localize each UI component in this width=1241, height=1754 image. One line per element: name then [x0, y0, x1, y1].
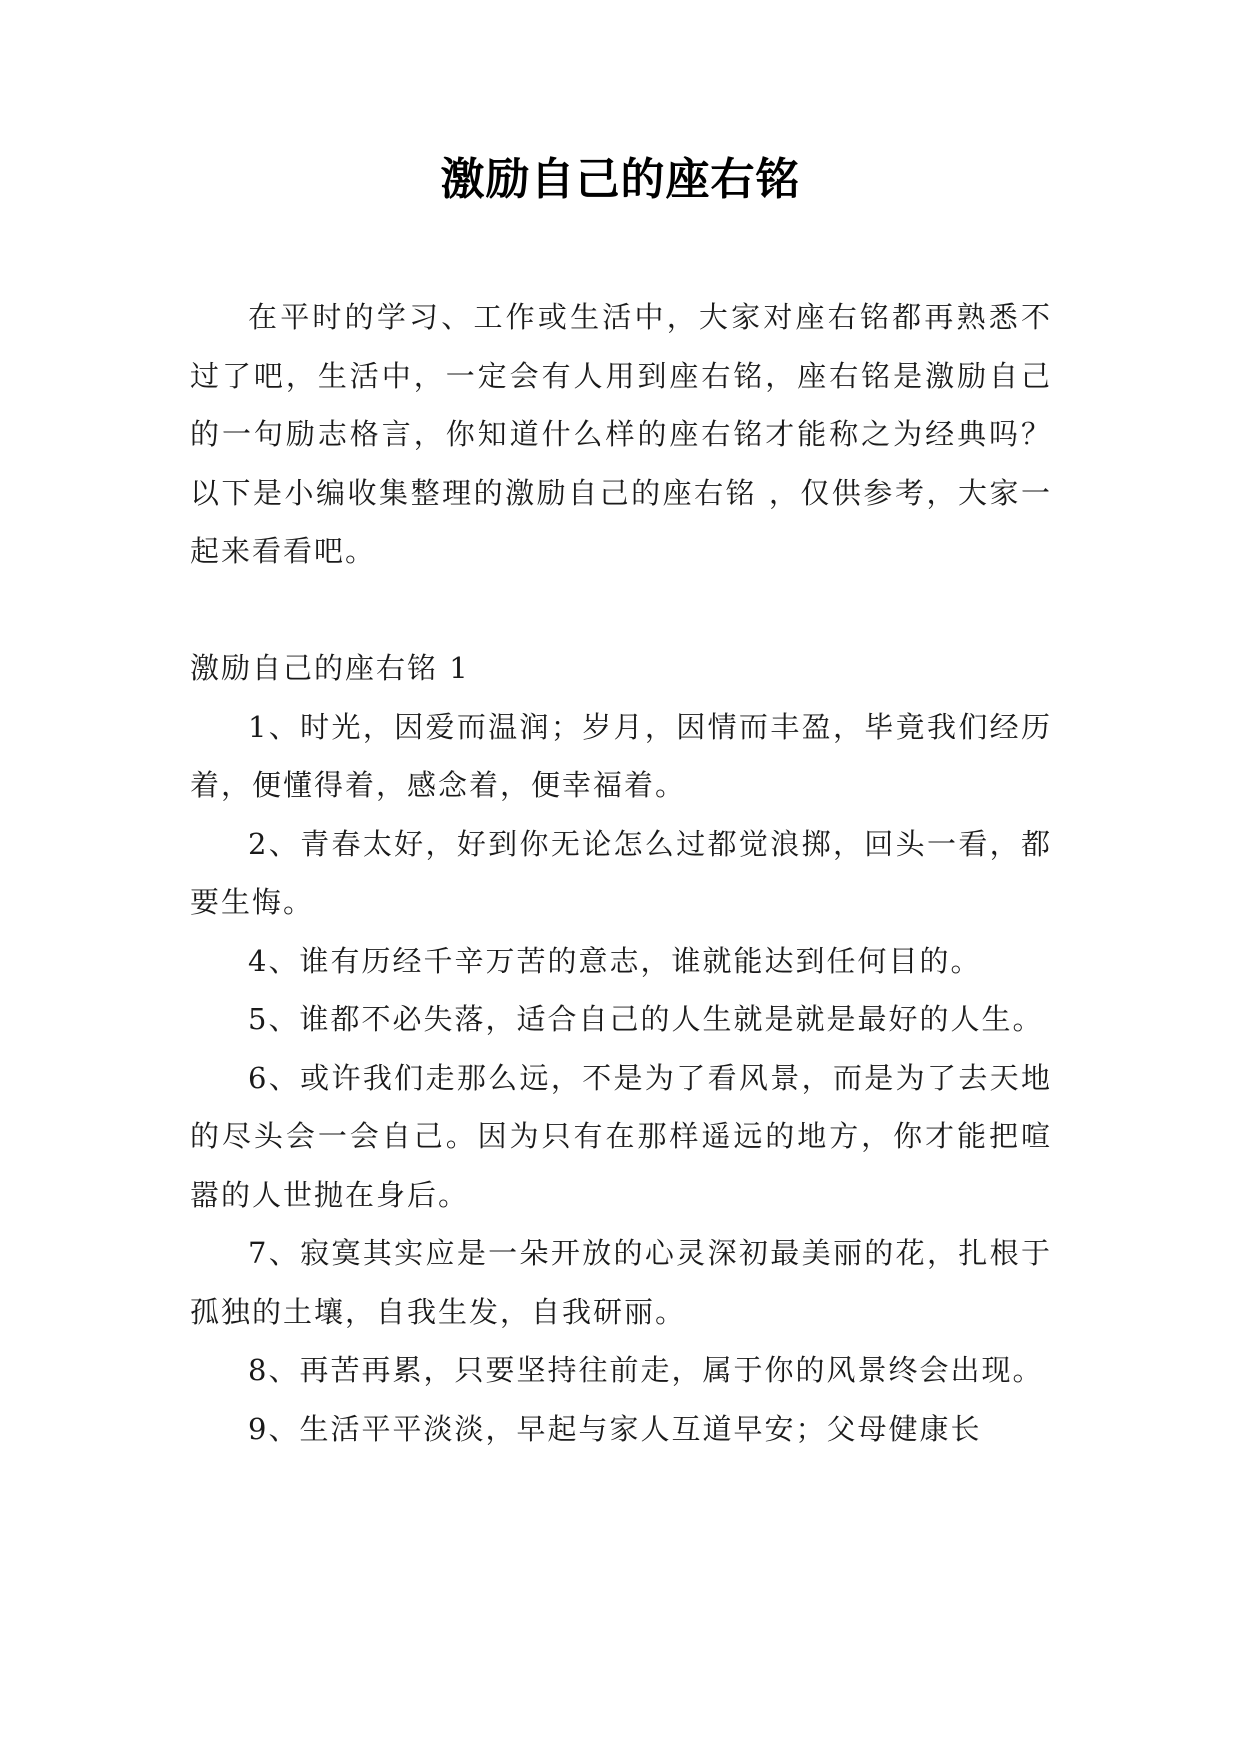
- section-heading: 激励自己的座右铭 1: [190, 651, 470, 685]
- motto-item: 7、寂寞其实应是一朵开放的心灵深初最美丽的花，扎根于孤独的土壤，自我生发，自我研丽。: [190, 1236, 1052, 1329]
- document-body: [190, 288, 1052, 1458]
- document-title: 激励自己的座右铭: [440, 154, 801, 205]
- motto-item: 4、谁有历经千辛万苦的意志，谁就能达到任何目的。: [248, 943, 982, 978]
- motto-item: 1、时光，因爱而温润；岁月，因情而丰盈，毕竟我们经历着，便懂得着，感念着，便幸福着。: [190, 709, 1052, 802]
- motto-item: 6、或许我们走那么远，不是为了看风景，而是为了去天地的尽头会一会自己。因为只有在那样遥远的地方，你才能把喧嚣的人世抛在身后。: [190, 1060, 1052, 1212]
- intro-paragraph: 在平时的学习、工作或生活中，大家对座右铭都再熟悉不过了吧，生活中，一定会有人用到座右铭，座右铭是激励自己的一句励志格言，你知道什么样的座右铭才能称之为经典吗？以下是小编收集整理的激励自己的座右铭 ，仅供参考，大家一起来看看吧。: [190, 300, 1052, 568]
- motto-item: 5、谁都不必失落，适合自己的人生就是就是最好的人生。: [248, 1002, 1044, 1036]
- motto-item: 2、青春太好，好到你无论怎么过都觉浪掷，回头一看，都要生悔。: [190, 826, 1052, 919]
- motto-item: 9、生活平平淡淡，早起与家人互道早安；父母健康长: [248, 1411, 982, 1446]
- motto-item: 8、再苦再累，只要坚持往前走，属于你的风景终会出现。: [248, 1353, 1044, 1387]
